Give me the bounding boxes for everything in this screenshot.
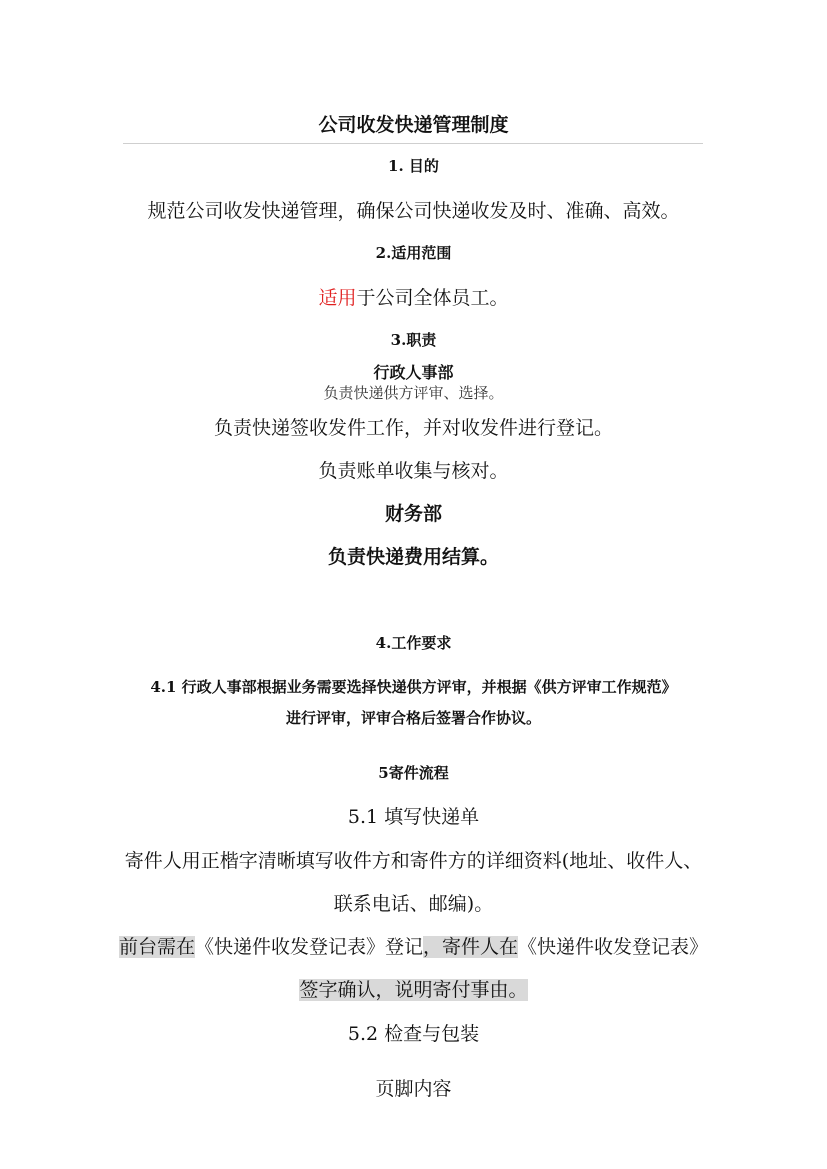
dept-finance-item-1: 负责快递费用结算。 xyxy=(327,546,499,568)
section-1-heading: 1. 目的 xyxy=(388,157,439,175)
section-4-1-line-2: 进行评审，评审合格后签署合作协议。 xyxy=(285,709,541,727)
highlighted-text: ，寄件人在 xyxy=(423,936,519,958)
dept-admin-item-2: 负责快递签收发件工作，并对收发件进行登记。 xyxy=(213,417,613,439)
inline-text: 《快递件收发登记表》登记 xyxy=(194,936,423,958)
section-5-1-heading: 5.1 填写快递单 xyxy=(347,806,480,828)
section-5-1-para-2-line-2 xyxy=(0,975,827,1002)
section-5-1-para-1-line-1: 寄件人用正楷字清晰填写收件方和寄件方的详细资料(地址、收件人、 xyxy=(124,850,703,872)
dept-admin-item-1: 负责快递供方评审、选择。 xyxy=(323,384,504,402)
title-divider xyxy=(123,143,703,144)
section-2-body-highlight: 适用 xyxy=(318,287,357,309)
section-2-body-text: 于公司全体员工。 xyxy=(356,287,509,309)
inline-text: 《快递件收发登记表》 xyxy=(518,936,709,958)
section-3-heading: 3.职责 xyxy=(390,331,437,349)
dept-admin-heading: 行政人事部 xyxy=(373,363,454,382)
dept-finance-heading: 财务部 xyxy=(384,503,442,525)
highlighted-text: 签字确认，说明寄付事由。 xyxy=(299,979,528,1001)
dept-admin-item-3: 负责账单收集与核对。 xyxy=(318,460,509,482)
section-4-1-line-1: 4.1 行政人事部根据业务需要选择快递供方评审，并根据《供方评审工作规范》 xyxy=(150,678,677,696)
section-4-heading: 4.工作要求 xyxy=(375,634,452,652)
section-2-heading: 2.适用范围 xyxy=(375,244,452,262)
highlighted-text: 前台需在 xyxy=(118,936,195,958)
section-5-heading: 5寄件流程 xyxy=(378,764,449,782)
section-1-body: 规范公司收发快递管理，确保公司快递收发及时、准确、高效。 xyxy=(147,200,680,222)
section-5-2-heading: 5.2 检查与包装 xyxy=(347,1023,480,1045)
page-footer: 页脚内容 xyxy=(375,1078,452,1100)
section-5-1-para-1-line-2: 联系电话、邮编)。 xyxy=(333,893,494,915)
document-title: 公司收发快递管理制度 xyxy=(318,114,509,136)
section-5-1-para-2-line-1 xyxy=(0,932,827,959)
section-2-body xyxy=(0,283,827,310)
